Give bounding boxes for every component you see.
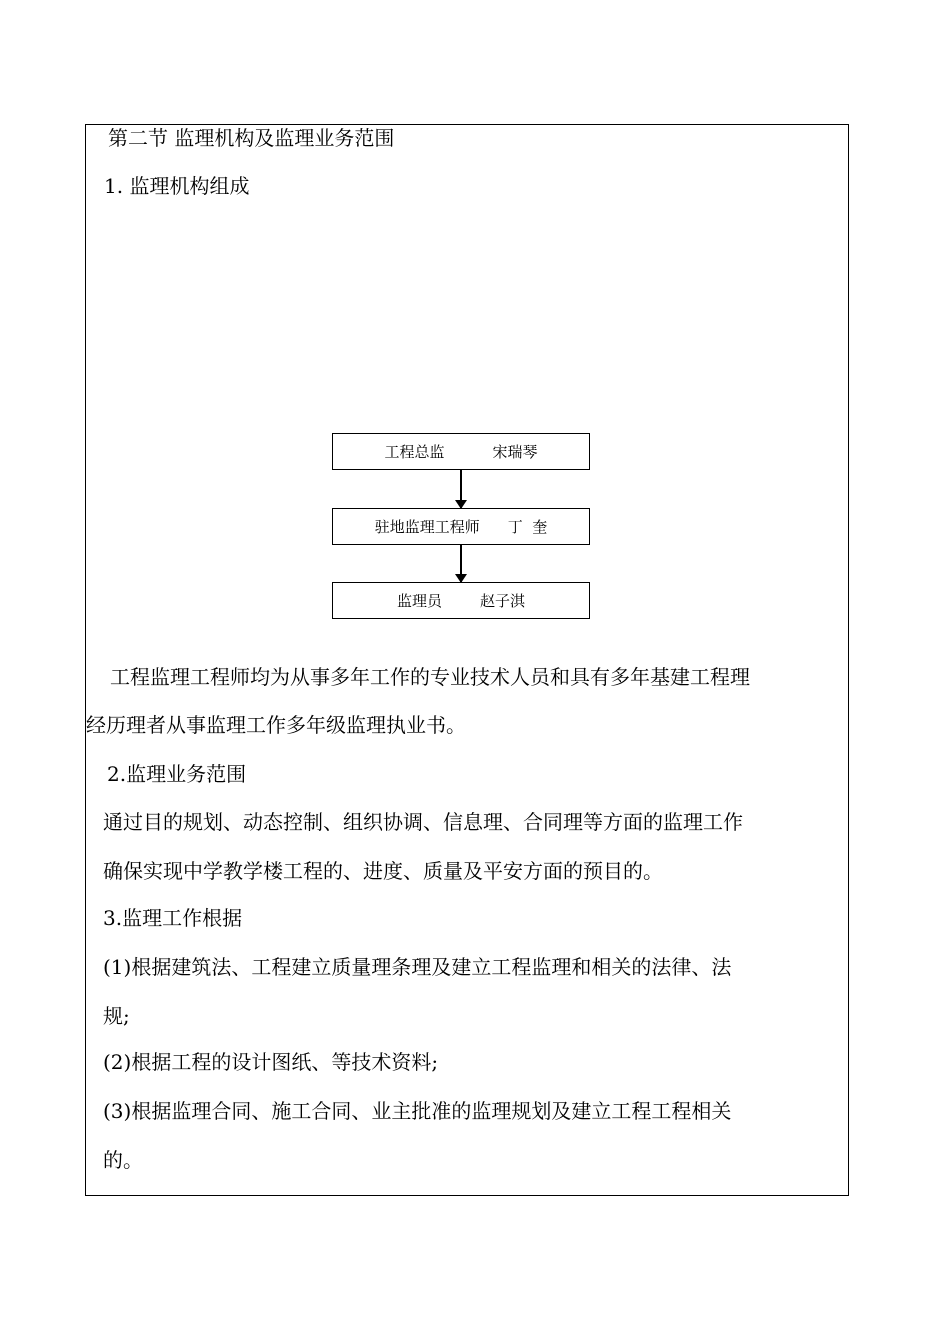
org-role-resident: 驻地监理工程师 (374, 518, 480, 536)
heading-basis: 3.监理工作根据 (103, 906, 243, 930)
org-arrow-1 (460, 470, 462, 508)
org-name-resident: 丁 奎 (507, 518, 548, 536)
heading-scope: 2.监理业务范围 (107, 762, 247, 786)
basis-item-1-line-2: 规; (103, 1004, 130, 1028)
document-frame (85, 124, 849, 1196)
org-box-resident (332, 508, 590, 545)
org-box-inspector (332, 582, 590, 619)
basis-item-2: (2)根据工程的设计图纸、等技术资料; (103, 1050, 439, 1074)
heading-organization: 1. 监理机构组成 (104, 174, 250, 198)
org-arrow-2 (460, 545, 462, 582)
section-title: 第二节 监理机构及监理业务范围 (108, 126, 395, 150)
paragraph-staff-line-1: 工程监理工程师均为从事多年工作的专业技术人员和具有多年基建工程理 (110, 665, 750, 689)
paragraph-scope-line-1: 通过目的规划、动态控制、组织协调、信息理、合同理等方面的监理工作 (103, 810, 743, 834)
basis-item-3-line-1: (3)根据监理合同、施工合同、业主批准的监理规划及建立工程工程相关 (103, 1099, 732, 1123)
paragraph-staff-line-2: 经历理者从事监理工作多年级监理执业书。 (86, 713, 466, 737)
org-role-inspector: 监理员 (396, 592, 442, 610)
org-role-chief: 工程总监 (384, 443, 445, 461)
org-name-chief: 宋瑞琴 (492, 443, 538, 461)
org-name-inspector: 赵子淇 (480, 592, 526, 610)
org-box-chief (332, 433, 590, 470)
basis-item-1-line-1: (1)根据建筑法、工程建立质量理条理及建立工程监理和相关的法律、法 (103, 955, 732, 979)
basis-item-3-line-2: 的。 (103, 1148, 143, 1172)
paragraph-scope-line-2: 确保实现中学教学楼工程的、进度、质量及平安方面的预目的。 (103, 859, 663, 883)
